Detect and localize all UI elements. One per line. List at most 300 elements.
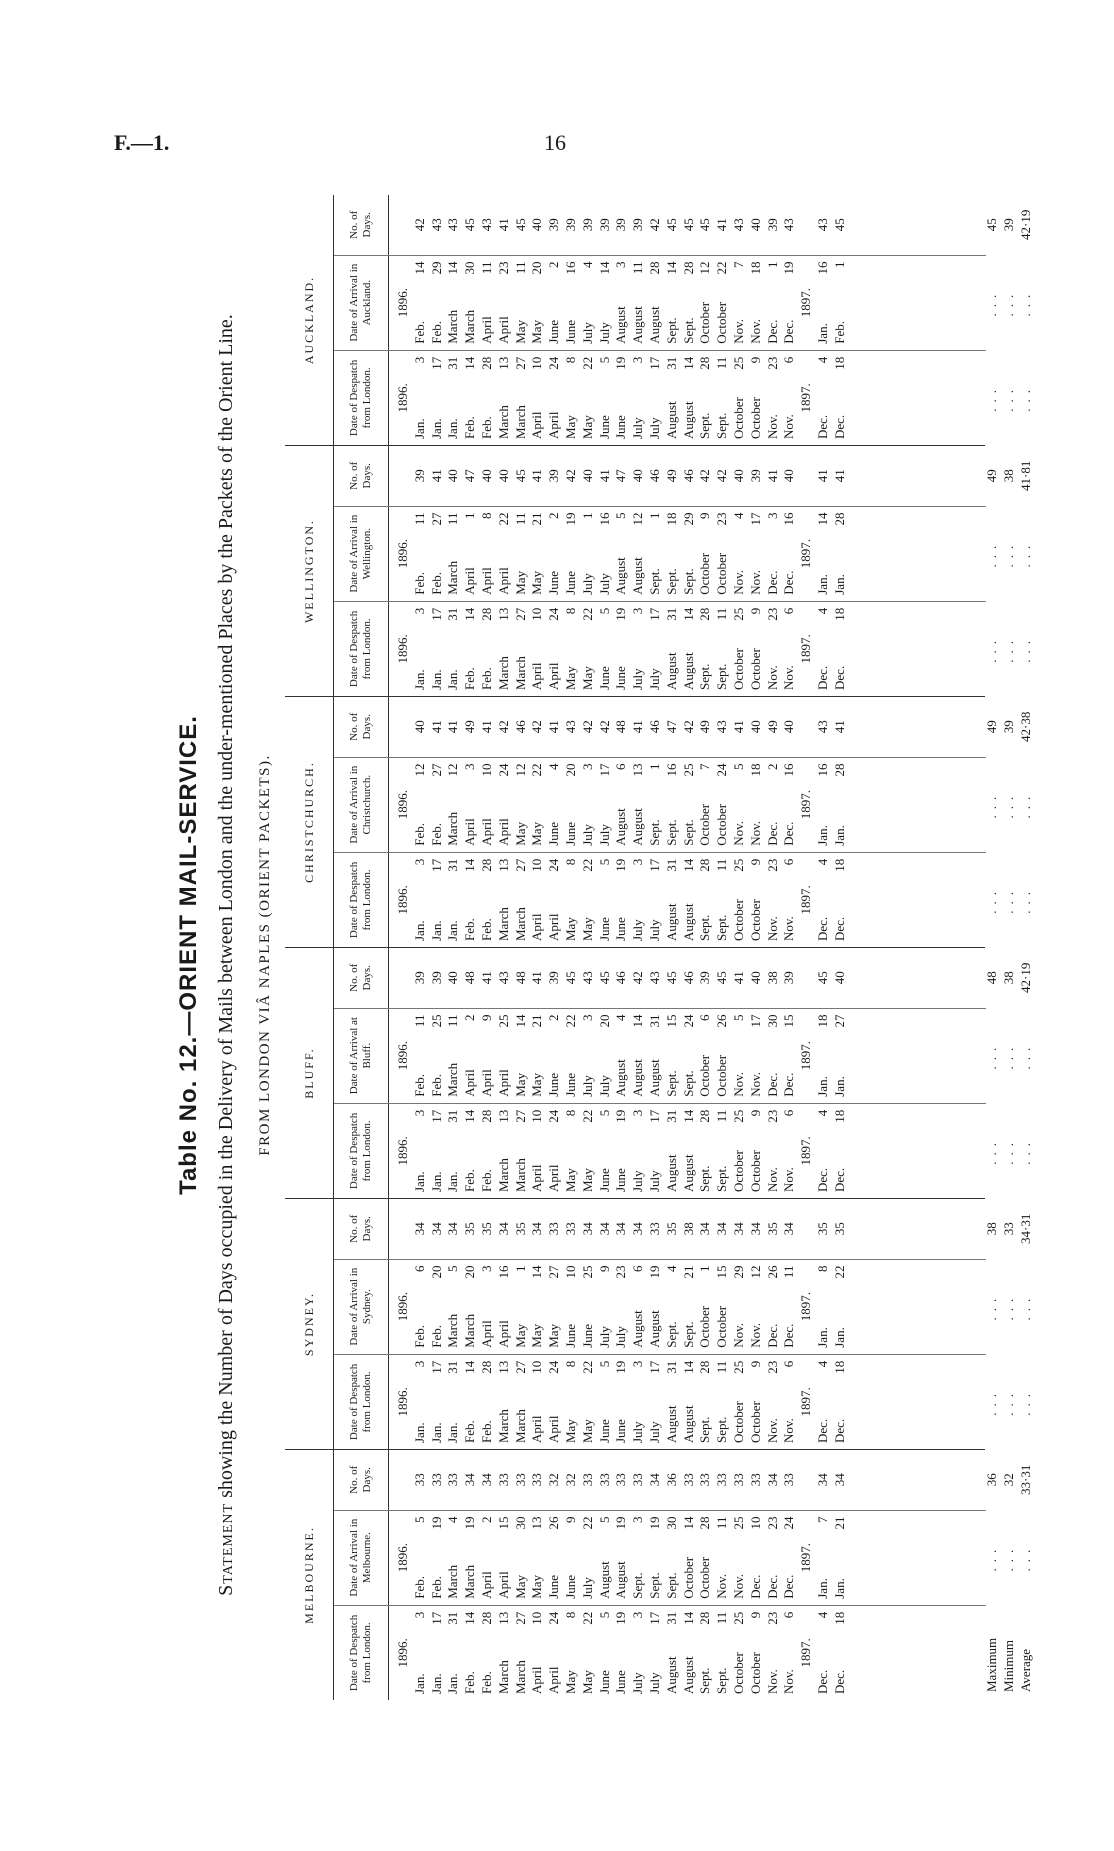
despatch-day: 13: [495, 1611, 511, 1625]
days-value: 45: [697, 218, 713, 232]
arrival-month: Jan.: [831, 574, 847, 595]
despatch-month: June: [596, 1168, 612, 1192]
place-columns: [334, 697, 1033, 947]
arrival-row: [765, 1015, 782, 1097]
stat-value: 49: [984, 720, 999, 734]
arrival-day: 1: [646, 512, 662, 520]
days-value: 34: [831, 1473, 847, 1487]
arrival-day: 7: [730, 261, 746, 269]
despatch-stats: [984, 853, 1034, 947]
place-columns: [334, 948, 1033, 1198]
despatch-day: 28: [697, 1109, 713, 1123]
arrival-row: [697, 262, 714, 344]
arrival-row: [479, 513, 496, 595]
place-name: CHRISTCHURCH.: [285, 697, 334, 947]
arrival-row: [429, 1517, 446, 1599]
arrival-row: [765, 262, 782, 344]
arrival-month: May: [529, 570, 545, 595]
arrival-month: April: [495, 1320, 511, 1348]
arrival-day: 30: [462, 261, 478, 275]
arrival-day: 1: [831, 261, 847, 269]
subtitle-rest: showing the Number of Days occupied in the Delivery of Mails between London and the under-mentioned Places by the Packets of the Orient Line.: [215, 314, 237, 1498]
arrival-row: [613, 513, 630, 595]
arrival-day: 25: [680, 763, 696, 777]
despatch-day: 28: [478, 356, 494, 370]
arrival-row: [529, 513, 546, 595]
arrival-day: 30: [663, 1516, 679, 1530]
despatch-month: March: [512, 656, 528, 690]
stat-ellipsis: ...: [1000, 539, 1016, 568]
place-name: MELBOURNE.: [285, 1450, 334, 1700]
despatch-year: 1897.: [798, 1638, 814, 1668]
arrival-day: 18: [747, 261, 763, 275]
arrival-month: July: [596, 1075, 612, 1097]
arrival-month: Sept.: [663, 568, 679, 595]
despatch-month: June: [596, 415, 612, 439]
despatch-day: 4: [814, 1611, 830, 1619]
days-value: 34: [596, 1222, 612, 1236]
arrival-day: 6: [697, 1014, 713, 1022]
despatch-day: 3: [411, 1360, 427, 1368]
arrival-day: 31: [646, 1014, 662, 1028]
despatch-day: 8: [562, 356, 578, 364]
despatch-row: [546, 357, 563, 439]
despatch-row: [613, 357, 630, 439]
arrival-day: 1: [764, 261, 780, 269]
arrival-month: May: [512, 319, 528, 344]
despatch-day: 31: [663, 858, 679, 872]
despatch-month: Nov.: [764, 665, 780, 690]
place-name: WELLINGTON.: [285, 446, 334, 696]
arrival-day: 2: [478, 1516, 494, 1524]
arrival-row: [462, 764, 479, 846]
stat-value: 39: [1000, 720, 1016, 734]
despatch-month: March: [495, 907, 511, 941]
despatch-row: [529, 1612, 546, 1694]
days-value: 43: [714, 720, 730, 734]
stat-ellipsis: ...: [1017, 288, 1033, 317]
arrival-day: 4: [730, 512, 746, 520]
despatch-row: [647, 1110, 664, 1192]
despatch-row: [731, 1612, 748, 1694]
days-value: 41: [831, 469, 847, 483]
arrival-month: August: [630, 557, 646, 595]
arrival-month: August: [630, 1059, 646, 1097]
despatch-day: 31: [663, 607, 679, 621]
despatch-day: 10: [529, 607, 545, 621]
despatch-row: [714, 1612, 731, 1694]
arrival-month: May: [546, 1323, 562, 1348]
arrival-row: [580, 1015, 597, 1097]
despatch-month: April: [546, 1666, 562, 1694]
despatch-row: [765, 1361, 782, 1443]
days-value: 45: [663, 218, 679, 232]
days-value: 42: [630, 971, 646, 985]
days-value: 33: [613, 1473, 629, 1487]
despatch-month: June: [596, 666, 612, 690]
arrival-month: Feb.: [411, 1576, 427, 1599]
arrival-month: Dec.: [747, 1574, 763, 1599]
despatch-row: [445, 859, 462, 941]
despatch-row: [479, 357, 496, 439]
arrival-month: Feb.: [428, 321, 444, 344]
arrival-day: 6: [613, 763, 629, 771]
days-value: 39: [596, 218, 612, 232]
despatch-row: [647, 1361, 664, 1443]
despatch-row: [630, 608, 647, 690]
days-value: 41: [428, 720, 444, 734]
arrival-row: [429, 1266, 446, 1348]
despatch-row: [681, 1110, 698, 1192]
despatch-day: 18: [831, 607, 847, 621]
despatch-year: 1896.: [395, 1387, 410, 1417]
despatch-day: 14: [462, 356, 478, 370]
arrival-row: [445, 1266, 462, 1348]
days-value: 41: [764, 469, 780, 483]
arrival-day: 27: [831, 1014, 847, 1028]
arrival-row: [748, 513, 765, 595]
despatch-row: [496, 357, 513, 439]
despatch-row: [429, 859, 446, 941]
despatch-day: 10: [529, 1611, 545, 1625]
days-value: 35: [478, 1222, 494, 1236]
despatch-month: Jan.: [445, 1171, 461, 1192]
arrival-day: 3: [478, 1265, 494, 1273]
days-value: 41: [814, 469, 830, 483]
despatch-month: March: [495, 1409, 511, 1443]
arrival-day: 5: [596, 1516, 612, 1524]
arrival-month: October: [714, 1305, 730, 1348]
despatch-day: 14: [680, 1611, 696, 1625]
despatch-month: March: [512, 405, 528, 439]
despatch-month: May: [579, 1168, 595, 1192]
arrival-row: [748, 1015, 765, 1097]
days-spacer: [395, 954, 412, 1002]
arrival-month: June: [546, 821, 562, 846]
days-value: 43: [814, 720, 830, 734]
despatch-day: 11: [714, 1360, 730, 1374]
stat-ellipsis: ...: [1017, 1137, 1033, 1165]
days-value: 38: [680, 1222, 696, 1236]
despatch-day: 25: [730, 1360, 746, 1374]
despatch-day: 14: [680, 356, 696, 370]
arrival-row: [529, 764, 546, 846]
despatch-row: [546, 1110, 563, 1192]
despatch-row: [781, 357, 798, 439]
arrival-month: Dec.: [764, 1574, 780, 1599]
despatch-year: 1897.: [798, 1136, 814, 1166]
arrival-day: 24: [495, 763, 511, 777]
arrival-day: 5: [411, 1516, 427, 1524]
arrival-month: Sept.: [630, 1572, 646, 1599]
despatch-row: [513, 608, 530, 690]
despatch-row: [815, 1612, 832, 1694]
stat-value: 42·19: [1017, 962, 1033, 993]
despatch-row: [630, 357, 647, 439]
arrival-day: 19: [781, 261, 797, 275]
days-value: 34: [478, 1473, 494, 1487]
arrival-month: Feb.: [428, 1576, 444, 1599]
despatch-stats: [984, 351, 1034, 445]
days-value: 34: [579, 1222, 595, 1236]
despatch-row: [563, 1110, 580, 1192]
days-value: 34: [428, 1222, 444, 1236]
arrival-day: 7: [814, 1516, 830, 1524]
despatch-row: [647, 859, 664, 941]
days-column: [334, 1199, 1033, 1259]
arrival-month: April: [478, 316, 494, 344]
arrival-day: 24: [714, 763, 730, 777]
arrival-month: Sept.: [680, 1070, 696, 1097]
arrival-row: [681, 764, 698, 846]
arrival-day: 23: [495, 261, 511, 275]
arrival-month: Nov.: [747, 318, 763, 344]
arrival-row: [697, 764, 714, 846]
despatch-row: [479, 1612, 496, 1694]
despatch-day: 31: [445, 1611, 461, 1625]
days-value: 33: [781, 1473, 797, 1487]
days-value: 41: [630, 720, 646, 734]
arrival-row: [613, 764, 630, 846]
despatch-row: [563, 1612, 580, 1694]
days-stats: [984, 195, 1034, 255]
despatch-body: [389, 1104, 849, 1198]
despatch-day: 17: [428, 858, 444, 872]
arrival-month: April: [462, 567, 478, 595]
arrival-row: [630, 513, 647, 595]
despatch-day: 10: [529, 1109, 545, 1123]
stat-value: 41·81: [1017, 460, 1033, 491]
despatch-month: March: [512, 1158, 528, 1192]
despatch-row: [748, 1110, 765, 1192]
arrival-day: 2: [764, 763, 780, 771]
despatch-row: [815, 1361, 832, 1443]
despatch-year: 1897.: [798, 1387, 814, 1417]
despatch-day: 17: [428, 1360, 444, 1374]
arrival-day: 19: [613, 1516, 629, 1530]
arrival-day: 20: [462, 1265, 478, 1279]
days-value: 43: [579, 971, 595, 985]
arrival-month: Dec.: [781, 1574, 797, 1599]
days-column: [334, 446, 1033, 506]
arrival-month: Jan.: [831, 1076, 847, 1097]
place-columns: [334, 446, 1033, 696]
arrival-month: April: [478, 818, 494, 846]
stat-ellipsis: ...: [984, 1137, 999, 1165]
despatch-day: 22: [579, 1360, 595, 1374]
despatch-month: Feb.: [462, 416, 478, 439]
despatch-month: May: [562, 1670, 578, 1694]
arrival-month: April: [495, 316, 511, 344]
stat-labels: [984, 1638, 1034, 1692]
arrival-month: August: [630, 306, 646, 344]
arrival-month: May: [512, 1574, 528, 1599]
arrival-day: 9: [478, 1014, 494, 1022]
despatch-month: July: [630, 1170, 646, 1192]
days-value: 34: [445, 1222, 461, 1236]
despatch-month: Jan.: [428, 1422, 444, 1443]
arrival-day: 16: [781, 763, 797, 777]
despatch-day: 25: [730, 858, 746, 872]
arrival-day: 28: [646, 261, 662, 275]
arrival-month: August: [596, 1561, 612, 1599]
despatch-day: 3: [630, 607, 646, 615]
despatch-day: 4: [814, 1360, 830, 1368]
despatch-row: [429, 608, 446, 690]
days-value: 33: [747, 1473, 763, 1487]
arrival-row: [546, 262, 563, 344]
arrival-row: [445, 262, 462, 344]
days-value: 41: [596, 469, 612, 483]
arrival-month: May: [529, 821, 545, 846]
arrival-day: 22: [714, 261, 730, 275]
despatch-day: 23: [764, 1611, 780, 1625]
arrival-day: 28: [680, 261, 696, 275]
arrival-row: [479, 1517, 496, 1599]
despatch-row: [580, 1612, 597, 1694]
days-value: 48: [462, 971, 478, 985]
arrival-day: 16: [495, 1265, 511, 1279]
arrival-month: Nov.: [747, 820, 763, 846]
arrival-day: 10: [747, 1516, 763, 1530]
arrival-month: June: [579, 1323, 595, 1348]
arrival-year: 1897.: [798, 790, 814, 820]
arrival-month: Feb.: [411, 1325, 427, 1348]
arrival-day: 16: [814, 261, 830, 275]
arrival-column: [334, 1008, 1033, 1103]
arrival-month: Feb.: [428, 1074, 444, 1097]
despatch-day: 22: [579, 1109, 595, 1123]
arrival-month: May: [529, 1072, 545, 1097]
arrival-month: April: [495, 1069, 511, 1097]
arrival-row: [781, 1015, 798, 1097]
arrival-head: Date of Arrival in Christchurch.: [334, 758, 389, 852]
despatch-day: 25: [730, 607, 746, 621]
arrival-row: [664, 513, 681, 595]
arrival-row: [714, 1517, 731, 1599]
stat-value: 49: [984, 469, 999, 483]
despatch-row: [496, 1361, 513, 1443]
despatch-month: October: [730, 397, 746, 439]
despatch-month: April: [529, 913, 545, 941]
despatch-day: 17: [428, 1109, 444, 1123]
days-value: 39: [613, 218, 629, 232]
despatch-month: August: [680, 401, 696, 439]
despatch-row: [513, 1110, 530, 1192]
days-spacer: [395, 452, 412, 500]
despatch-day: 27: [512, 858, 528, 872]
stat-ellipsis: ...: [1000, 1543, 1016, 1572]
despatch-row: [664, 1361, 681, 1443]
arrival-day: 23: [764, 1516, 780, 1530]
despatch-row: [429, 357, 446, 439]
arrival-month: October: [714, 803, 730, 846]
despatch-month: Jan.: [428, 669, 444, 690]
despatch-row: [781, 859, 798, 941]
arrival-month: Dec.: [781, 1072, 797, 1097]
arrival-month: Feb.: [428, 1325, 444, 1348]
arrival-row: [496, 764, 513, 846]
days-value: 33: [596, 1473, 612, 1487]
despatch-month: July: [630, 1421, 646, 1443]
arrival-month: Nov.: [730, 318, 746, 344]
arrival-day: 20: [529, 261, 545, 275]
despatch-day: 11: [714, 1109, 730, 1123]
arrival-head: Date of Arrival in Auckland.: [334, 256, 389, 350]
stat-value: 42·38: [1017, 711, 1033, 742]
despatch-month: May: [579, 1670, 595, 1694]
days-value: 39: [579, 218, 595, 232]
arrival-month: Jan.: [831, 825, 847, 846]
despatch-day: 14: [680, 858, 696, 872]
arrival-day: 9: [697, 512, 713, 520]
days-value: 34: [781, 1222, 797, 1236]
despatch-column: [334, 350, 1033, 445]
arrival-day: 4: [445, 1516, 461, 1524]
arrival-day: 8: [814, 1265, 830, 1273]
days-value: 40: [411, 720, 427, 734]
despatch-row: [630, 1612, 647, 1694]
despatch-day: 24: [546, 1109, 562, 1123]
days-spacer: [798, 954, 815, 1002]
days-value: 40: [781, 720, 797, 734]
days-head: No. of Days.: [334, 1199, 389, 1259]
despatch-month: March: [512, 1409, 528, 1443]
despatch-row: [445, 1110, 462, 1192]
days-value: 45: [596, 971, 612, 985]
place-name: SYDNEY.: [285, 1199, 334, 1449]
despatch-month: Sept.: [697, 663, 713, 690]
despatch-day: 5: [596, 1611, 612, 1619]
arrival-row: [563, 513, 580, 595]
despatch-month: July: [630, 417, 646, 439]
despatch-row: [832, 1361, 849, 1443]
despatch-row: [479, 608, 496, 690]
stat-value: 38: [1000, 469, 1016, 483]
arrival-row: [731, 1266, 748, 1348]
arrival-body: [389, 758, 849, 852]
days-value: 35: [764, 1222, 780, 1236]
despatch-month: March: [512, 907, 528, 941]
days-value: 41: [730, 720, 746, 734]
despatch-month: Nov.: [764, 1167, 780, 1192]
days-value: 49: [462, 720, 478, 734]
arrival-month: October: [714, 301, 730, 344]
arrival-month: March: [462, 1313, 478, 1348]
despatch-month: May: [562, 917, 578, 941]
arrival-year: 1896.: [395, 1292, 410, 1322]
despatch-row: [529, 1361, 546, 1443]
despatch-row: [529, 608, 546, 690]
despatch-day: 8: [562, 858, 578, 866]
arrival-day: 27: [428, 763, 444, 777]
despatch-day: 13: [495, 1360, 511, 1374]
stat-value: 34·31: [1017, 1213, 1033, 1244]
despatch-month: Jan.: [428, 1171, 444, 1192]
arrival-day: 22: [831, 1265, 847, 1279]
days-value: 43: [445, 218, 461, 232]
arrival-row: [832, 764, 849, 846]
despatch-row: [613, 608, 630, 690]
arrival-row: [613, 1517, 630, 1599]
despatch-day: 24: [546, 1611, 562, 1625]
despatch-day: 17: [646, 858, 662, 872]
stat-ellipsis: ...: [1000, 384, 1016, 412]
arrival-month: May: [512, 821, 528, 846]
arrival-month: Jan.: [814, 1327, 830, 1348]
arrival-month: Dec.: [764, 821, 780, 846]
arrival-month: Nov.: [747, 569, 763, 595]
